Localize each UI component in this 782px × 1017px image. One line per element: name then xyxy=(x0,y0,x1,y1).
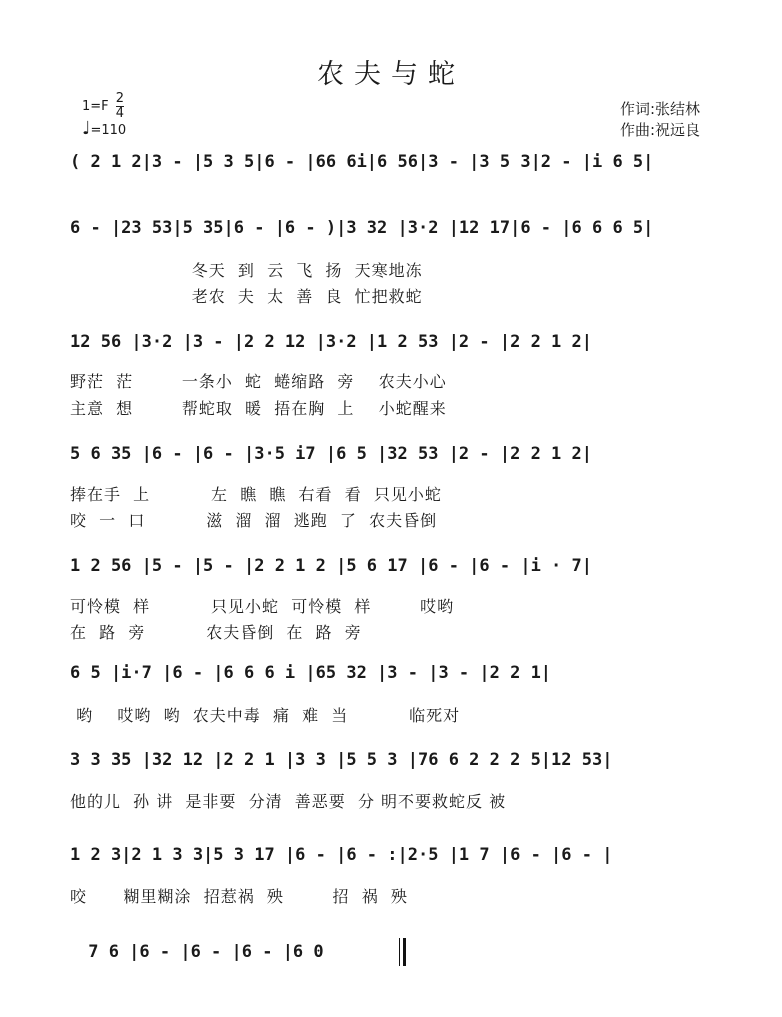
lyric-line-7: 他的儿 孙 讲 是非要 分清 善恶要 分 明不要救蛇反 被 xyxy=(70,792,507,811)
notation-line-8: 1 2 3|2 1 3 3|5 3 17 |6 - |6 - :|2·5 |1 7 |6 - |6 - | xyxy=(70,845,613,865)
lyric-line-3-verse-1: 野茫 茫 一条小 蛇 蜷缩路 旁 农夫小心 xyxy=(70,372,447,391)
lyric-line-2-verse-2: 老农 夫 太 善 良 忙把救蛇 xyxy=(70,287,423,306)
notation-line-4: 5 6 35 |6 - |6 - |3·5 i7 |6 5 |32 53 |2 - |2 2 1 2| xyxy=(70,444,592,464)
time-signature xyxy=(116,92,124,121)
lyric-line-5-verse-2: 在 路 旁 农夫昏倒 在 路 旁 xyxy=(70,623,362,642)
notation-line-5: 1 2 56 |5 - |5 - |2 2 1 2 |5 6 17 |6 - |6 - |i · 7| xyxy=(70,556,592,576)
lyric-line-8: 咬 糊里糊涂 招惹祸 殃 招 祸 殃 xyxy=(70,887,408,906)
notation-line-6: 6 5 |i·7 |6 - |6 6 6 i |65 32 |3 - |3 - |2 2 1| xyxy=(70,663,552,683)
final-barline xyxy=(399,938,406,966)
lyric-line-3-verse-2: 主意 想 帮蛇取 暖 捂在胸 上 小蛇醒来 xyxy=(70,399,447,418)
notation-line-9: 7 6 |6 - |6 - |6 - |6 0 xyxy=(78,942,334,962)
page-title: 农夫与蛇 xyxy=(317,59,465,90)
notation-line-2: 6 - |23 53|5 35|6 - |6 - )|3 32 |3·2 |12 17|6 - |6 6 6 5| xyxy=(70,218,654,238)
notation-line-3: 12 56 |3·2 |3 - |2 2 12 |3·2 |1 2 53 |2 - |2 2 1 2| xyxy=(70,332,592,352)
lyric-line-4-verse-1: 捧在手 上 左 瞧 瞧 右看 看 只见小蛇 xyxy=(70,485,442,504)
lyric-line-4-verse-2: 咬 一 口 滋 溜 溜 逃跑 了 农夫昏倒 xyxy=(70,511,438,530)
lyric-line-6: 哟 哎哟 哟 农夫中毒 痛 难 当 临死对 xyxy=(70,706,461,725)
lyric-line-5-verse-1: 可怜模 样 只见小蛇 可怜模 样 哎哟 xyxy=(70,597,455,616)
notation-line-7: 3 3 35 |32 12 |2 2 1 |3 3 |5 5 3 |76 6 2 2 2 5|12 53| xyxy=(70,750,613,770)
time-signature-bottom: 4 xyxy=(115,106,125,121)
time-signature-top: 2 xyxy=(115,91,125,106)
quarter-note-icon: ♩ xyxy=(82,118,91,139)
key-tempo-block xyxy=(82,92,126,138)
credits-block xyxy=(620,99,700,141)
composer-credit: 作曲:祝远良 xyxy=(620,121,701,139)
notation-line-1: ( 2 1 2|3 - |5 3 5|6 - |66 6i|6 56|3 - |3 5 3|2 - |i 6 5| xyxy=(70,152,654,172)
tempo-marking xyxy=(82,118,127,139)
tempo-value: =110 xyxy=(90,123,127,138)
lyricist-credit: 作词:张结林 xyxy=(620,100,701,118)
lyric-line-2-verse-1: 冬天 到 云 飞 扬 天寒地冻 xyxy=(70,261,423,280)
key-signature: 1=F xyxy=(82,99,109,114)
